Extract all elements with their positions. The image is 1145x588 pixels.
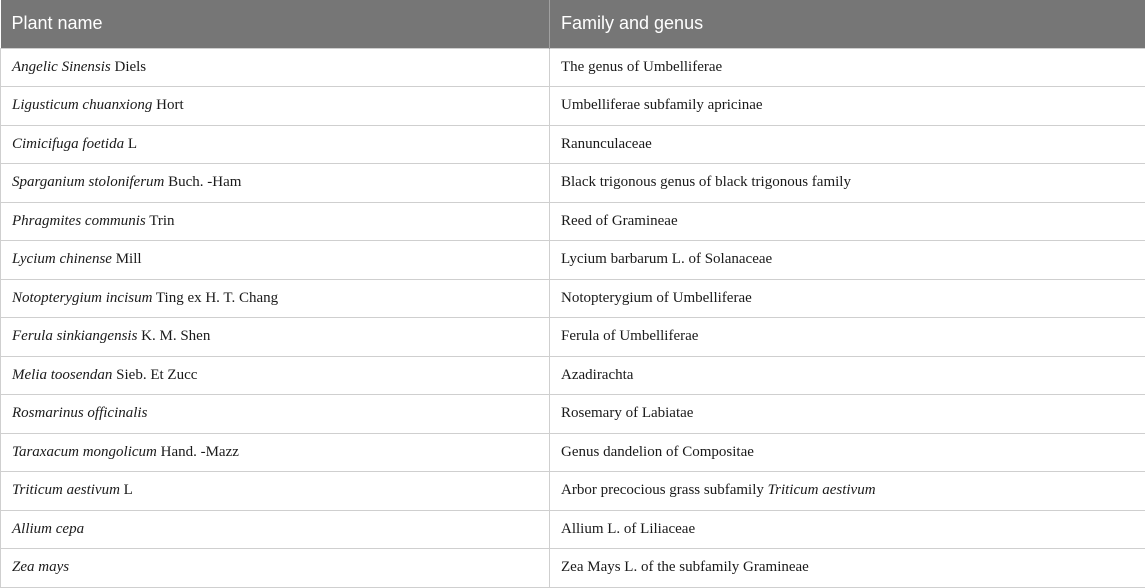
family-text: Zea Mays L. of the subfamily Gramineae (561, 559, 809, 575)
cell-family-genus (550, 279, 1145, 318)
plant-name-italic: Triticum aestivum (12, 482, 120, 498)
plant-name-authority: L (124, 136, 137, 152)
family-text: Notopterygium of Umbelliferae (561, 290, 752, 306)
plant-name-authority: Hort (152, 97, 183, 113)
table-row (1, 433, 1145, 472)
cell-plant-name (1, 164, 550, 203)
plant-name-italic: Rosmarinus officinalis (12, 405, 147, 421)
table-row (1, 164, 1145, 203)
family-text: Genus dandelion of Compositae (561, 444, 754, 460)
cell-plant-name (1, 472, 550, 511)
cell-plant-name (1, 510, 550, 549)
cell-family-genus (550, 356, 1145, 395)
table-row (1, 279, 1145, 318)
family-text: Rosemary of Labiatae (561, 405, 693, 421)
family-text-italic: Triticum aestivum (768, 482, 876, 498)
plant-name-authority: Mill (112, 251, 142, 267)
cell-family-genus (550, 395, 1145, 434)
cell-family-genus (550, 125, 1145, 164)
table-header-row (1, 0, 1145, 48)
family-text: Allium L. of Liliaceae (561, 521, 695, 537)
plant-name-italic: Cimicifuga foetida (12, 136, 124, 152)
family-text: Reed of Gramineae (561, 213, 678, 229)
cell-plant-name (1, 125, 550, 164)
table-row (1, 318, 1145, 357)
cell-family-genus (550, 472, 1145, 511)
cell-family-genus (550, 241, 1145, 280)
cell-plant-name (1, 356, 550, 395)
table-row (1, 356, 1145, 395)
column-header-plant-name: Plant name (1, 0, 550, 48)
table-row (1, 395, 1145, 434)
cell-family-genus (550, 202, 1145, 241)
table-row (1, 510, 1145, 549)
plant-name-authority: Ting ex H. T. Chang (152, 290, 278, 306)
plant-name-italic: Zea mays (12, 559, 69, 575)
table-row (1, 125, 1145, 164)
plant-name-italic: Melia toosendan (12, 367, 112, 383)
plant-name-italic: Lycium chinense (12, 251, 112, 267)
table-row (1, 48, 1145, 87)
cell-family-genus (550, 318, 1145, 357)
plant-name-authority: Sieb. Et Zucc (112, 367, 197, 383)
plant-name-italic: Ligusticum chuanxiong (12, 97, 152, 113)
plant-name-authority: Trin (146, 213, 175, 229)
plant-name-italic: Allium cepa (12, 521, 84, 537)
cell-family-genus (550, 510, 1145, 549)
table-body (1, 48, 1145, 587)
cell-family-genus (550, 164, 1145, 203)
cell-family-genus (550, 87, 1145, 126)
cell-plant-name (1, 549, 550, 588)
table-header (1, 0, 1145, 48)
plant-name-authority: Buch. -Ham (164, 174, 241, 190)
column-header-family-genus: Family and genus (550, 0, 1145, 48)
plant-name-italic: Phragmites communis (12, 213, 146, 229)
cell-family-genus (550, 549, 1145, 588)
table-row (1, 87, 1145, 126)
plant-name-authority: L (120, 482, 133, 498)
table-row (1, 202, 1145, 241)
cell-plant-name (1, 48, 550, 87)
plant-name-authority: Hand. -Mazz (157, 444, 239, 460)
plant-name-italic: Notopterygium incisum (12, 290, 152, 306)
plant-name-italic: Sparganium stoloniferum (12, 174, 164, 190)
cell-plant-name (1, 433, 550, 472)
cell-family-genus (550, 48, 1145, 87)
cell-plant-name (1, 395, 550, 434)
family-text: Azadirachta (561, 367, 633, 383)
family-text: Ferula of Umbelliferae (561, 328, 698, 344)
plant-name-authority: K. M. Shen (137, 328, 210, 344)
cell-plant-name (1, 279, 550, 318)
family-text: Lycium barbarum L. of Solanaceae (561, 251, 772, 267)
table-row (1, 549, 1145, 588)
family-text: Ranunculaceae (561, 136, 652, 152)
plant-name-italic: Angelic Sinensis (12, 59, 111, 75)
table-row (1, 241, 1145, 280)
cell-plant-name (1, 318, 550, 357)
cell-plant-name (1, 241, 550, 280)
cell-plant-name (1, 202, 550, 241)
family-text: Black trigonous genus of black trigonous family (561, 174, 851, 190)
family-text: Arbor precocious grass subfamily (561, 482, 768, 498)
cell-plant-name (1, 87, 550, 126)
plant-name-italic: Ferula sinkiangensis (12, 328, 137, 344)
cell-family-genus (550, 433, 1145, 472)
plant-name-authority: Diels (111, 59, 146, 75)
table-row (1, 472, 1145, 511)
family-text: The genus of Umbelliferae (561, 59, 722, 75)
plant-name-italic: Taraxacum mongolicum (12, 444, 157, 460)
family-text: Umbelliferae subfamily apricinae (561, 97, 763, 113)
